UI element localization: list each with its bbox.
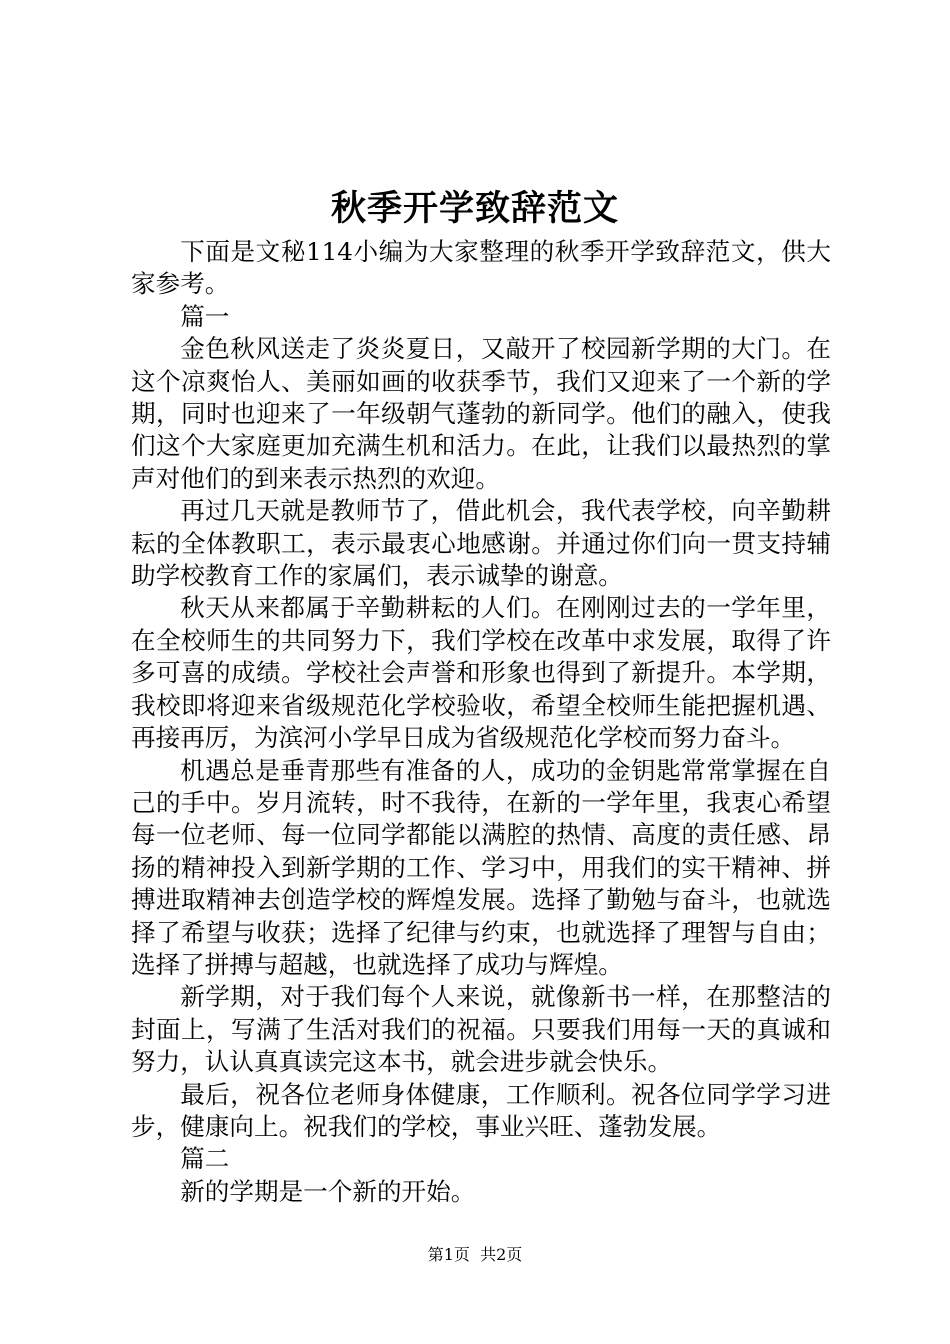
document-title: 秋季开学致辞范文 — [330, 189, 619, 229]
body-paragraph: 再过几天就是教师节了，借此机会，我代表学校，向辛勤耕耘的全体教职工，表示最衷心地感谢。并通过你们向一贯支持辅助学校教育工作的家属们，表示诚挚的谢意。 — [131, 496, 831, 591]
body-paragraph: 新学期，对于我们每个人来说，就像新书一样，在那整洁的封面上，写满了生活对我们的祝福。只要我们用每一天的真诚和努力，认认真真读完这本书，就会进步就会快乐。 — [131, 982, 831, 1077]
document-body — [131, 236, 831, 1208]
body-paragraph: 秋天从来都属于辛勤耕耘的人们。在刚刚过去的一学年里，在全校师生的共同努力下，我们学校在改革中求发展，取得了许多可喜的成绩。学校社会声誉和形象也得到了新提升。本学期，我校即将迎来省级规范化学校验收，希望全校师生能把握机遇、再接再厉，为滨河小学早日成为省级规范化学校而努力奋斗。 — [131, 593, 831, 753]
page-footer — [0, 1243, 950, 1267]
section-label: 篇一 — [180, 301, 230, 331]
body-paragraph: 新的学期是一个新的开始。 — [180, 1176, 476, 1206]
body-paragraph: 金色秋风送走了炎炎夏日，又敲开了校园新学期的大门。在这个凉爽怡人、美丽如画的收获季节，我们又迎来了一个新的学期，同时也迎来了一年级朝气蓬勃的新同学。他们的融入，使我们这个大家庭更加充满生机和活力。在此，让我们以最热烈的掌声对他们的到来表示热烈的欢迎。 — [131, 334, 831, 493]
intro-paragraph: 下面是文秘114小编为大家整理的秋季开学致辞范文，供大家参考。 — [131, 237, 831, 299]
page-number: 第1页 共2页 — [427, 1245, 523, 1264]
body-paragraph: 机遇总是垂青那些有准备的人，成功的金钥匙常常掌握在自己的手中。岁月流转，时不我待，在新的一学年里，我衷心希望每一位老师、每一位同学都能以满腔的热情、高度的责任感、昂扬的精神投入到新学期的工作、学习中，用我们的实干精神、拼搏进取精神去创造学校的辉煌发展。选择了勤勉与奋斗，也就选择了希望与收获；选择了纪律与约束，也就选择了理智与自由；选择了拼搏与超越，也就选择了成功与辉煌。 — [131, 755, 831, 979]
section-label: 篇二 — [180, 1144, 230, 1174]
body-paragraph: 最后，祝各位老师身体健康，工作顺利。祝各位同学学习进步，健康向上。祝我们的学校，事业兴旺、蓬勃发展。 — [131, 1079, 831, 1141]
